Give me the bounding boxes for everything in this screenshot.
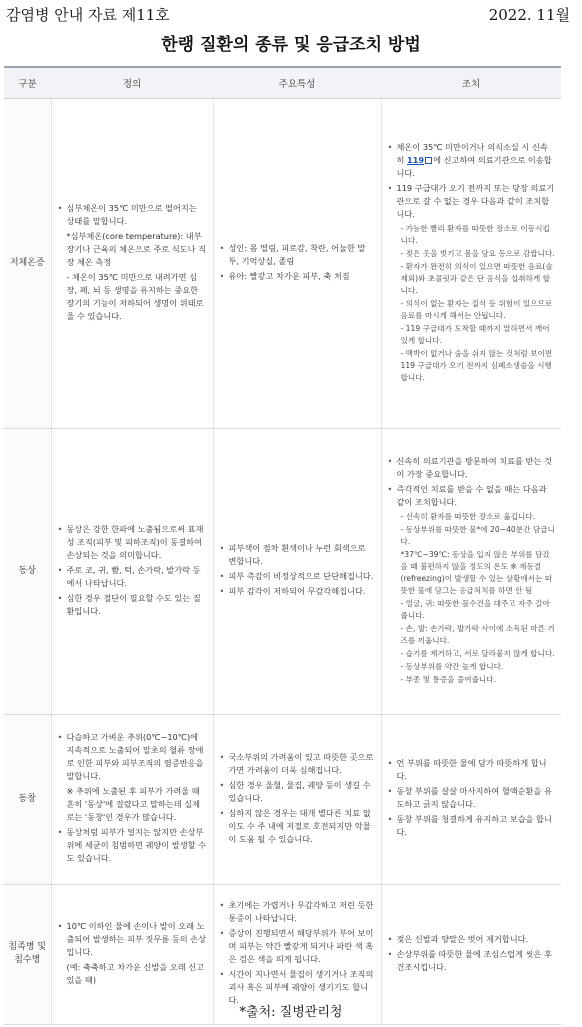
table-header-row (4, 67, 561, 98)
list-subitem: - 동상부위를 약간 높게 합니다. (400, 662, 504, 671)
list-item: • 국소부위의 가려움이 있고 따뜻한 곳으로 가면 가려움이 더욱 심해집니다. (220, 751, 375, 777)
list-subitem: - 신속히 환자를 따뜻한 장소로 옮깁니다. (400, 512, 536, 521)
list-item: • 성인: 몸 떨림, 피로감, 착란, 어눌한 말투, 기억상실, 졸림 (220, 242, 375, 268)
source-credit: *출처: 질병관리청 (239, 1005, 343, 1020)
list-subitem: - 맥박이 없거나 숨을 쉬지 않는 것처럼 보이면 119 구급대가 오기 전까지 심폐소생술을 시행합니다. (400, 349, 553, 382)
column-header-definition: 정의 (51, 67, 213, 98)
list-subitem: - 의식이 없는 환자는 질식 등 위험이 있으므로 음료를 마시게 해서는 안됩니다. (400, 299, 553, 320)
list-item: • 10℃ 이하인 물에 손이나 발이 오래 노출되어 발생하는 피부 짓무름 등의 손상입니다. (58, 920, 207, 959)
list-item: • 젖은 신발과 양말은 벗어 제거합니다. (388, 933, 556, 946)
column-header-features: 주요특성 (213, 67, 381, 98)
list-item: • 손상부위를 따뜻한 물에 조심스럽게 씻은 후 건조시킵니다. (388, 948, 556, 974)
row-features (213, 714, 381, 884)
row-actions (381, 428, 561, 714)
list-item: • 심부체온이 35℃ 미만으로 떨어지는 상태를 말합니다. (58, 202, 207, 228)
column-header-category: 구분 (4, 67, 51, 98)
cold-illness-table (4, 66, 561, 1025)
row-category: 동창 (4, 714, 51, 884)
list-item: • 신속히 의료기관을 방문하여 치료를 받는 것이 가장 중요합니다. (388, 455, 556, 481)
issue-date: 2022. 11월 (488, 6, 570, 24)
list-item: ※ 추위에 노출된 후 피부가 가려울 때 흔히 '동상'에 걸렸다고 말하는데 실제로는 '동창'인 경우가 많습니다. (66, 786, 201, 822)
column-header-actions: 조치 (381, 67, 561, 98)
list-item: • 심한 경우 절단이 필요할 수도 있는 질환입니다. (58, 592, 207, 618)
row-definition (51, 98, 213, 428)
list-item: • 피부 감각이 저하되어 무감각해집니다. (220, 585, 375, 598)
row-category: 동상 (4, 428, 51, 714)
list-subitem: - 동상부위를 따뜻한 물*에 20~40분간 담급니다. (400, 525, 555, 546)
list-item: • 심한 경우 울혈, 물집, 궤양 등이 생길 수 있습니다. (220, 779, 375, 805)
row-actions (381, 714, 561, 884)
action-text: 에 신고하여 의료기관으로 이송합니다. (396, 155, 552, 178)
list-item: • 초기에는 가렵거나 무감각하고 저린 듯한 통증이 나타납니다. (220, 899, 375, 925)
list-item: • 언 부위를 따뜻한 물에 담가 따뜻하게 합니다. (388, 757, 556, 783)
list-item: • 동상처럼 피부가 얼지는 않지만 손상부위에 세균이 침범하면 궤양이 발생할 수도 있습니다. (58, 826, 207, 865)
list-item: (예: 축축하고 차가운 신발을 오래 신고 있을 때) (66, 961, 205, 985)
list-item: - 체온이 35℃ 미만으로 내려가면 심장, 폐, 뇌 등 생명을 유지하는 중요한 장기의 기능이 저하되어 생명이 위태로울 수 있습니다. (66, 271, 204, 321)
row-category: 침족병 및 침수병 (4, 884, 51, 1024)
list-item: • 동창 부위를 살살 마사지하여 혈액순환을 유도하고 긁지 않습니다. (388, 785, 556, 811)
series-label: 감염병 안내 자료 제11호 (6, 6, 170, 24)
list-item: • 유아: 빨갛고 차가운 피부, 축 처짐 (220, 270, 375, 283)
list-item: • 주로 코, 귀, 뺨, 턱, 손가락, 발가락 등에서 나타납니다. (58, 564, 207, 590)
list-subitem: - 습기를 제거하고, 서로 달라붙지 않게 합니다. (400, 649, 555, 658)
list-item: *심부체온(core temperature): 내부 장기나 근육의 체온으로 주로 식도나 직장 체온 측정 (66, 230, 207, 267)
row-actions (381, 98, 561, 428)
action-text: 체온이 35℃ 미만이거나 의식소실 시 신속히 (396, 142, 548, 165)
row-definition (51, 428, 213, 714)
list-subitem: - 젖은 옷을 벗기고 몸을 담요 등으로 감쌉니다. (400, 249, 555, 258)
list-subitem: - 가능한 빨리 환자를 따뜻한 장소로 이동시킵니다. (400, 224, 550, 245)
list-subitem: *37℃~39℃: 동상을 입지 않은 부위를 담갔을 때 불편하지 않을 정도의 온도 ※ 재동결(refreezing)이 발생할 수 있는 상황에서는 따뜻한 물에 담그는 응급처치를 하면 안 됨 (400, 550, 553, 595)
list-subitem: - 환자가 완전히 의식이 있으면 따뜻한 음료(술 제외)와 초콜릿과 같은 단 음식을 섭취하게 합니다. (400, 262, 553, 295)
row-features (213, 98, 381, 428)
list-item: • 동상은 강한 한파에 노출됨으로써 표재성 조직(피부 및 피하조직)이 동결하여 손상되는 것을 의미합니다. (58, 523, 207, 562)
list-item: • 피부색이 점차 흰색이나 누런 회색으로 변합니다. (220, 542, 375, 568)
table-row (4, 98, 561, 428)
list-item: • 증상이 진행되면서 해당부위가 부어 보이며 피부는 약간 빨갛게 되거나 파란 색 혹은 검은 색을 띄게 됩니다. (220, 927, 375, 966)
list-subitem: - 119 구급대가 도착할 때까지 말하면서 깨어있게 합니다. (400, 324, 550, 345)
list-subitem: - 손, 발: 손가락, 발가락 사이에 소독된 마른 거즈를 끼웁니다. (400, 624, 555, 645)
list-item: • 심하지 않은 경우는 대개 별다른 치료 없이도 수 주 내에 저절로 호전되지만 악물이 도움 될 수 있습니다. (220, 807, 375, 846)
emergency-119-link[interactable]: 119 (407, 155, 425, 165)
list-item: • 다습하고 가벼운 추위(0℃~10℃)에 지속적으로 노출되어 말초의 혈류 장애로 인한 피부와 피부조직의 염증반응을 말합니다. (58, 731, 207, 783)
list-item: • 동창 부위를 청결하게 유지하고 보습을 합니다. (388, 813, 556, 839)
row-definition (51, 714, 213, 884)
list-item (388, 141, 556, 180)
list-item: • 시간이 지나면서 물집이 생기거나 조직의 괴사 혹은 피부에 궤양이 생기기도 합니다. (220, 968, 375, 1007)
table-row (4, 714, 561, 884)
list-item: • 즉각적인 치료를 받을 수 없을 때는 다음과 같이 조치합니다. (388, 483, 556, 509)
row-features (213, 428, 381, 714)
external-link-icon[interactable] (425, 157, 432, 164)
list-subitem: - 부종 및 통증을 줄여줍니다. (400, 675, 496, 684)
document-header (0, 0, 582, 28)
list-item: • 119 구급대가 오기 전까지 또는 당장 의료기관으로 갈 수 없는 경우 다음과 같이 조치합니다. (388, 182, 556, 221)
list-subitem: - 얼굴, 귀: 따뜻한 물수건을 대주고 자주 갈아줍니다. (400, 599, 550, 620)
list-item: • 피부 촉감이 비정상적으로 단단해집니다. (220, 570, 375, 583)
row-category: 저체온증 (4, 98, 51, 428)
table-row (4, 428, 561, 714)
page-title: 한랭 질환의 종류 및 응급조치 방법 (161, 35, 421, 55)
